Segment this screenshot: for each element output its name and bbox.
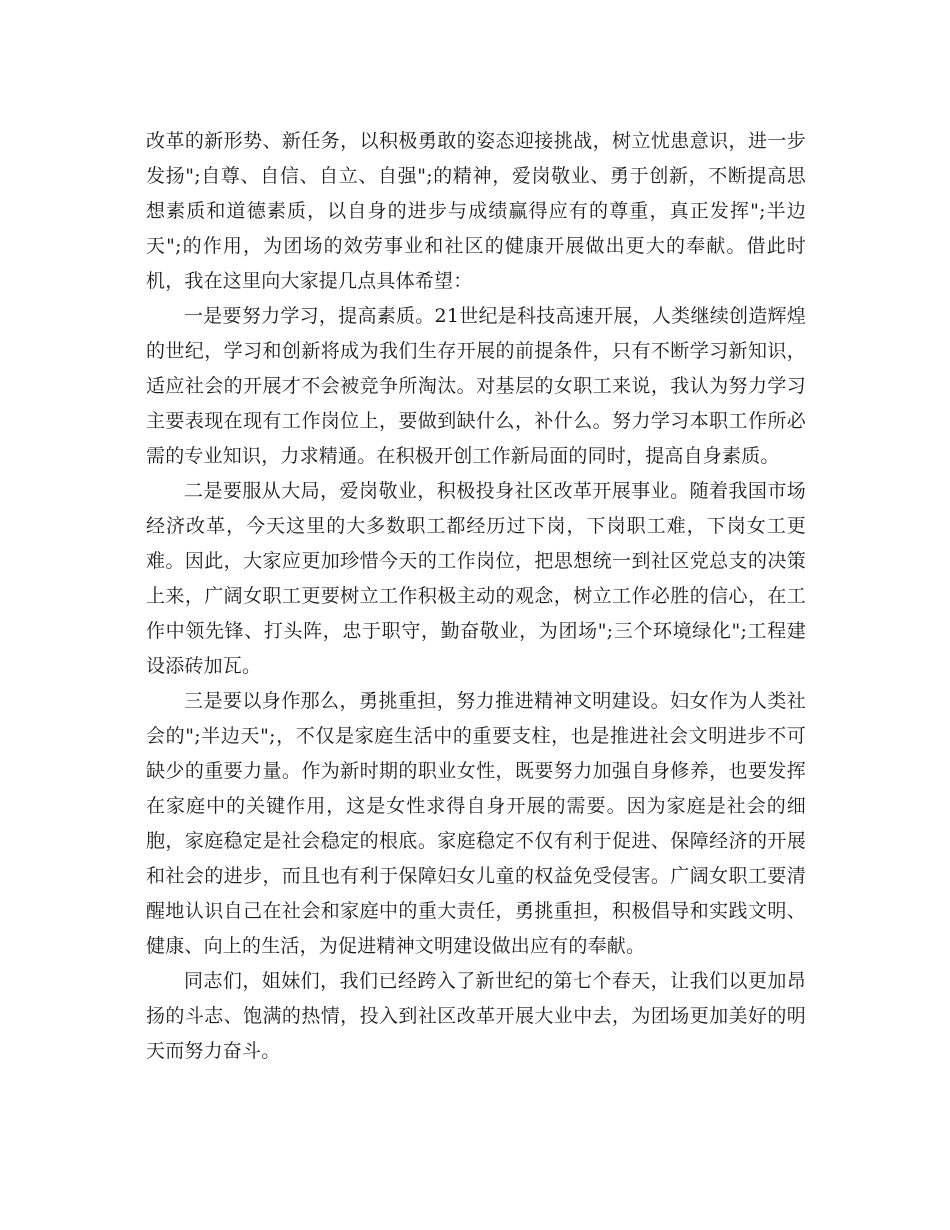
paragraph-civilization: 三是要以身作那么，勇挑重担，努力推进精神文明建设。妇女作为人类社会的";半边天";，不仅是家庭生活中的重要支柱，也是推进社会文明进步不可缺少的重要力量。作为新时期的职业女性，既要努力加强自身修养，也要发挥在家庭中的关键作用，这是女性求得自身开展的需要。因为家庭是社会的细胞，家庭稳定是社会稳定的根底。家庭稳定不仅有利于促进、保障经济的开展和社会的进步，而且也有利于保障妇女儿童的权益免受侵害。广阔女职工要清醒地认识自己在社会和家庭中的重大责任，勇挑重担，积极倡导和实践文明、健康、向上的生活，为促进精神文明建设做出应有的奉献。 [146, 690, 806, 957]
paragraph-study: 一是要努力学习，提高素质。21世纪是科技高速开展，人类继续创造辉煌的世纪，学习和创新将成为我们生存开展的前提条件，只有不断学习新知识，适应社会的开展才不会被竞争所淘汰。对基层的女职工来说，我认为努力学习主要表现在现有工作岗位上，要做到缺什么，补什么。努力学习本职工作所必需的专业知识，力求精通。在积极开创工作新局面的同时，提高自身素质。 [146, 305, 806, 467]
paragraph-closing: 同志们，姐妹们，我们已经跨入了新世纪的第七个春天，让我们以更加昂扬的斗志、饱满的热情，投入到社区改革开展大业中去，为团场更加美好的明天而努力奋斗。 [146, 970, 806, 1062]
paragraph-continuation: 改革的新形势、新任务，以积极勇敢的姿态迎接挑战，树立忧患意识，进一步发扬";自尊、自信、自立、自强";的精神，爱岗敬业、勇于创新，不断提高思想素质和道德素质，以自身的进步与成绩赢得应有的尊重，真正发挥";半边天";的作用，为团场的效劳事业和社区的健康开展做出更大的奉献。借此时机，我在这里向大家提几点具体希望： [146, 130, 806, 292]
document-body [146, 124, 806, 1069]
paragraph-dedication: 二是要服从大局，爱岗敬业，积极投身社区改革开展事业。随着我国市场经济改革，今天这里的大多数职工都经历过下岗，下岗职工难，下岗女工更难。因此，大家应更加珍惜今天的工作岗位，把思想统一到社区党总支的决策上来，广阔女职工更要树立工作积极主动的观念，树立工作必胜的信心，在工作中领先锋、打头阵，忠于职守，勤奋敬业，为团场";三个环境绿化";工程建设添砖加瓦。 [146, 480, 806, 677]
